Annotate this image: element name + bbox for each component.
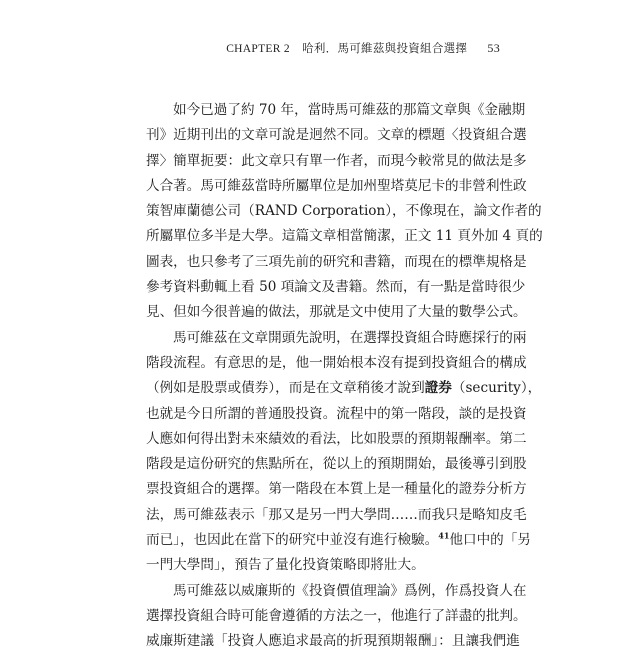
text-line: 人應如何得出對未來績效的看法，比如股票的預期報酬率。第二: [146, 430, 527, 447]
text-line: 選擇投資組合時可能會遵循的方法之一，他進行了詳盡的批判。: [146, 607, 527, 624]
footnote-marker: 41: [438, 530, 450, 541]
text-line: 法，馬可維茲表示「那又是另一門大學問……而我只是略知皮毛: [146, 506, 527, 523]
running-header: [0, 40, 500, 56]
text-line: [146, 376, 542, 401]
text-line: 一門大學問」，預告了量化投資策略即將壯大。: [146, 557, 425, 574]
text-line: 階段是這份研究的焦點所在，從以上的預期開始，最後導引到股: [146, 456, 527, 473]
text-line: 刊》近期刊出的文章可說是迥然不同。文章的標題〈投資組合選: [146, 127, 527, 144]
text-segment: 他口中的「另: [449, 532, 531, 549]
text-segment: （security），: [451, 380, 542, 397]
text-line: 票投資組合的選擇。第一階段在本質上是一種量化的證券分析方: [146, 481, 527, 498]
text-segment: （例如是股票或債券），而是在文章稍後才說到: [146, 380, 425, 397]
text-line: 參考資料動輒上看 50 項論文及書籍。然而，有一點是當時很少: [146, 279, 526, 296]
chapter-title: 哈利．馬可維茲與投資組合選擇: [302, 41, 468, 55]
text-line: 圖表，也只參考了三項先前的研究和書籍，而現在的標準規格是: [146, 253, 527, 270]
text-line: 也就是今日所謂的普通股投資。流程中的第一階段，談的是投資: [146, 405, 527, 422]
text-line: 人合著。馬可維茲當時所屬單位是加州聖塔莫尼卡的非營利性政: [146, 177, 527, 194]
body-text: [146, 98, 543, 655]
text-segment: 而已」，也因此在當下的研究中並沒有進行檢驗。: [146, 532, 439, 549]
text-line: 如今已過了約 70 年，當時馬可維茲的那篇文章與《金融期: [173, 102, 526, 118]
text-line: 階段流程。有意思的是，他一開始根本沒有提到投資組合的構成: [146, 354, 527, 371]
text-line: 所屬單位多半是大學。這篇文章相當簡潔，正文 11 頁外加 4 頁的: [146, 228, 543, 245]
text-line: 馬可維茲在文章開頭先說明，在選擇投資組合時應採行的兩: [173, 329, 527, 346]
text-line: 策智庫蘭德公司（RAND Corporation），不像現在，論文作者的: [146, 203, 542, 220]
text-line: 見、但如今很普遍的做法，那就是文中使用了大量的數學公式。: [146, 304, 527, 321]
text-line: 馬可維茲以威廉斯的《投資價值理論》爲例，作爲投資人在: [173, 582, 527, 599]
text-line: [146, 528, 531, 553]
bold-term: 證券: [424, 380, 452, 397]
page-number: 53: [487, 41, 500, 55]
text-line: 威廉斯建議「投資人應追求最高的折現預期報酬」：且讓我們進: [146, 633, 520, 650]
text-line: 擇〉簡單扼要：此文章只有單一作者，而現今較常見的做法是多: [146, 152, 527, 169]
chapter-label: CHAPTER 2: [226, 43, 290, 55]
